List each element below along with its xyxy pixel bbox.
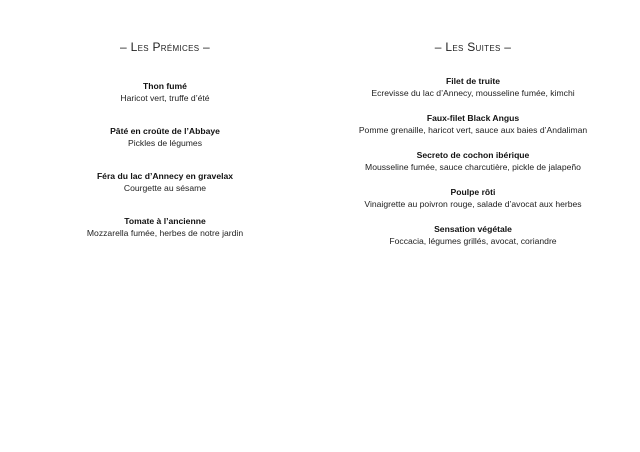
dish-name: Poulpe rôti [450, 187, 496, 197]
premices-section [60, 0, 270, 260]
dish-description: Ecrevisse du lac d’Annecy, mousseline fumée, kimchi [371, 88, 575, 98]
suites-dish-list [330, 75, 616, 248]
dish-description: Haricot vert, truffe d’été [120, 93, 210, 103]
dish-item [330, 75, 616, 100]
dish-item [330, 223, 616, 248]
dish-item [60, 170, 270, 195]
dish-description: Foccacia, légumes grillés, avocat, coriandre [389, 236, 557, 246]
dish-name: Pâté en croûte de l’Abbaye [110, 126, 220, 136]
dish-item [60, 125, 270, 150]
dish-description: Courgette au sésame [123, 183, 207, 193]
dish-item [330, 186, 616, 211]
dish-name: Thon fumé [143, 81, 187, 91]
dish-name: Tomate à l’ancienne [124, 216, 206, 226]
dish-name: Faux-filet Black Angus [426, 113, 520, 123]
dish-name: Secreto de cochon ibérique [416, 150, 530, 160]
dish-description: Vinaigrette au poivron rouge, salade d’avocat aux herbes [364, 199, 582, 209]
dish-item [330, 149, 616, 174]
dish-item [60, 215, 270, 240]
dish-description: Mozzarella fumée, herbes de notre jardin [86, 228, 244, 238]
dish-item [330, 112, 616, 137]
dish-name: Sensation végétale [434, 224, 512, 234]
dish-description: Pomme grenaille, haricot vert, sauce aux baies d’Andaliman [358, 125, 588, 135]
suites-title: – Les Suites – [434, 40, 512, 54]
premices-dish-list [60, 80, 270, 240]
dish-item [60, 80, 270, 105]
dish-description: Mousseline fumée, sauce charcutière, pickle de jalapeño [365, 162, 581, 172]
dish-description: Pickles de légumes [127, 138, 203, 148]
dish-name: Féra du lac d’Annecy en gravelax [96, 171, 234, 181]
suites-section [330, 0, 616, 260]
dish-name: Filet de truite [446, 76, 500, 86]
premices-title: – Les Prémices – [120, 40, 210, 54]
